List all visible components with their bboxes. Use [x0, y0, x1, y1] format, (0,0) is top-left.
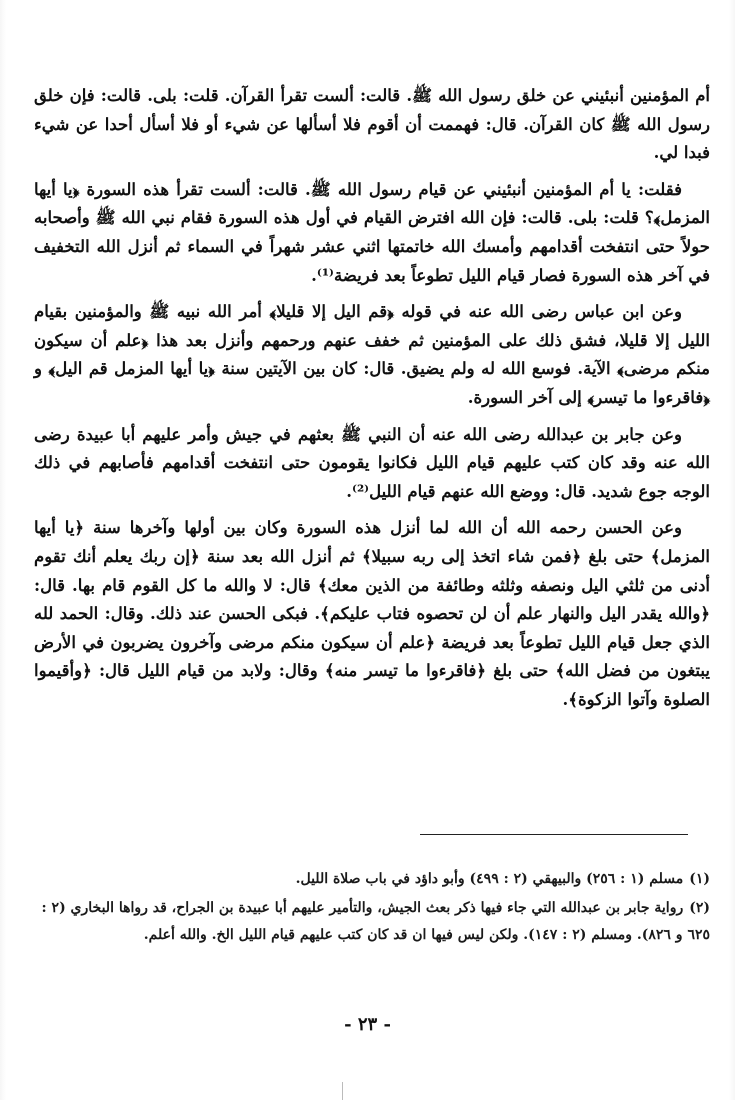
- page-number: - ٢٣ -: [344, 1014, 391, 1035]
- paragraph: وعن ابن عباس رضى الله عنه في قوله ﴿قم اليل إلا قليلا﴾ أمر الله نبيه ﷺ والمؤمنين بقيام الليل إلا قليلا، فشق ذلك على المؤمنين ثم خفف عنهم ورحمهم وأنزل بعد هذا ﴿علم أن سيكون منكم مرضى﴾ الآية. فوسع الله له ولم يضيق. قال: كان بين الآيتين سنة ﴿يا أيها المزمل قم اليل﴾ و ﴿فاقرءوا ما تيسر﴾ إلى آخر السورة.: [34, 302, 710, 407]
- footnote: [34, 895, 710, 949]
- footnotes: [34, 866, 710, 951]
- footnote-text: مسلم (١ : ٢٥٦) والبيهقي (٢ : ٤٩٩) وأبو داؤد في باب صلاة الليل.: [295, 871, 684, 887]
- main-text: [34, 82, 710, 722]
- footnote-number: (١): [689, 871, 710, 887]
- footnote-text: رواية جابر بن عبدالله التي جاء فيها ذكر بعث الجيش، والتأمير عليهم أبا عبيدة بن الجراح، قد رواها البخاري (٢ : ٦٢٥ و ٨٢٦). ومسلم (٢ : ١٤٧). ولكن ليس فيها ان قد كان كتب عليهم قيام الليل الخ. والله أعلم.: [41, 900, 710, 943]
- paragraph: وعن الحسن رحمه الله أن الله لما أنزل هذه السورة وكان بين أولها وآخرها سنة ﴿يا أيها المزمل﴾ حتى بلغ ﴿فمن شاء اتخذ إلى ربه سبيلا﴾ ثم أنزل الله بعد سنة ﴿إن ربك يعلم أنك تقوم أدنى من ثلثي اليل ونصفه وثلثه وطائفة من الذين معك﴾ قال: لا والله ما كل القوم قام بها. قال: ﴿والله يقدر اليل والنهار علم أن لن تحصوه فتاب عليكم﴾. فبكى الحسن عند ذلك. وقال: الحمد لله الذي جعل قيام الليل تطوعاً بعد فريضة ﴿علم أن سيكون منكم مرضى وآخرون يضربون في الأرض يبتغون من فضل الله﴾ حتى بلغ ﴿فاقرءوا ما تيسر منه﴾ وقال: ولابد من قيام الليل قال: ﴿وأقيموا الصلوة وآتوا الزكوة﴾.: [34, 518, 710, 709]
- paragraph: أم المؤمنين أنبئيني عن خلق رسول الله ﷺ. قالت: ألست تقرأ القرآن. قلت: بلى. قالت: فإن خلق رسول الله ﷺ كان القرآن. قال: فهممت أن أقوم فلا أسألها عن شيء أو فلا أسأل أحدا عن شيء فبدا لي.: [34, 86, 710, 163]
- footnote-separator: [420, 834, 688, 835]
- paragraph: وعن جابر بن عبدالله رضى الله عنه أن النبي ﷺ بعثهم في جيش وأمر عليهم أبا عبيدة رضى الله عنه وقد كان كتب عليهم قيام الليل فكانوا يقومون حتى انتفخت أقدامهم فأصابهم في ذلك الوجه جوع شديد. قال: ووضع الله عنهم قيام الليل⁽²⁾.: [34, 424, 710, 501]
- footnote-number: (٢): [689, 900, 710, 916]
- footnote: [34, 866, 710, 893]
- paragraph: فقلت: يا أم المؤمنين أنبئيني عن قيام رسول الله ﷺ. قالت: ألست تقرأ هذه السورة ﴿يا أيها المزمل﴾؟ قلت: بلى. قالت: فإن الله افترض القيام في أول هذه السورة فقام نبي الله ﷺ وأصحابه حولاً حتى انتفخت أقدامهم وأمسك الله خاتمتها اثني عشر شهراً في السماء ثم أنزل الله التخفيف في آخر هذه السورة فصار قيام الليل تطوعاً بعد فريضة⁽¹⁾.: [34, 179, 710, 285]
- binding-mark: [342, 1082, 343, 1100]
